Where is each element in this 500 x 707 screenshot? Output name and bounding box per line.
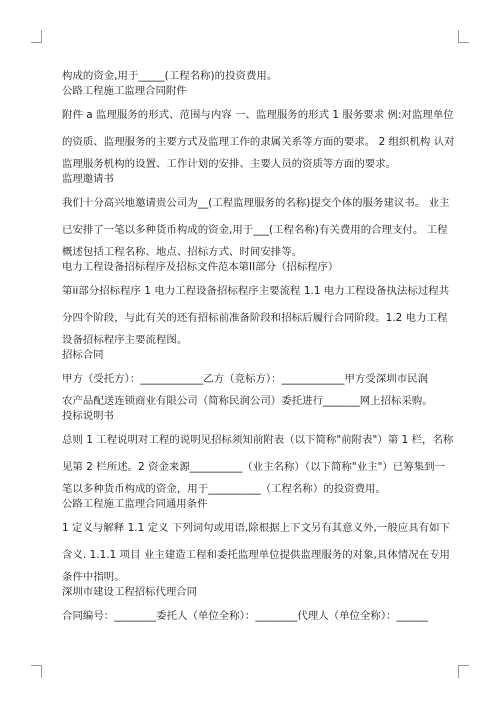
section-agency-contract: [62, 585, 446, 630]
body-line: 笔以多种货币构成的资金，用于__________（工程名称）的投资费用。: [62, 483, 386, 495]
crop-mark-bottom-left: [31, 665, 42, 678]
crop-mark-top-left: [31, 30, 42, 43]
body-line: 附件 a 监理服务的形式、范围与内容 一、监理服务的形式 1 服务要求 例:对监理单位: [62, 109, 454, 121]
body-line: 条件中指明。: [62, 571, 125, 583]
body-line: 合同编号：________委托人（单位全称）：________代理人（单位全称）：______: [62, 610, 429, 622]
section-heading: 监理邀请书: [62, 173, 114, 185]
body-line: 分四个阶段，与此有关的还有招标前准备阶段和招标后履行合同阶段。1.2 电力工程: [62, 312, 448, 324]
body-line: 含义. 1.1.1 项目 业主建造工程和委托监理单位提供监理服务的对象,具体情况在专用: [62, 549, 450, 561]
body-line: 总则 1 工程说明对工程的说明见招标须知前附表（以下简称"前附表"）第 1 栏，名称: [62, 434, 454, 446]
body-line: 监理服务机构的设置、工作计划的安排、主要人员的资质等方面的要求。: [62, 158, 397, 170]
crop-mark-top-right: [458, 30, 469, 43]
section-heading: 公路工程施工监理合同附件: [62, 85, 187, 97]
body-line: 1 定义与解释 1.1 定义 下列词句或用语,除根据上下文另有其意义外,一般应具有如下: [62, 522, 450, 534]
section-general-conditions: [62, 497, 450, 585]
body-line: 设备招标程序主要流程图。: [62, 334, 188, 346]
body-line: 甲方（受托方）：____________乙方（竞标方）：____________甲方受深圳市民润: [62, 373, 429, 385]
document-body: [62, 68, 455, 630]
section-bid-instructions: [62, 409, 454, 497]
body-line: 见第 2 栏所述。2 资金来源__________（业主名称）（以下简称"业主"）已筹集到一: [62, 461, 446, 473]
section-tender-contract: [62, 348, 446, 409]
section-tender-procedure: [62, 260, 450, 348]
body-line: 的资质、监理服务的主要方式及监理工作的隶属关系等方面的要求。 2 组织机构 认对: [62, 136, 455, 148]
body-line: 农产品配送连锁商业有限公司（简称民润公司）委托进行_______网上招标采购。: [62, 395, 433, 407]
section-heading: 公路工程施工监理合同通用条件: [62, 498, 208, 510]
crop-mark-bottom-right: [458, 665, 469, 678]
body-line: 第ii部分招标程序 1 电力工程设备招标程序主要流程 1.1 电力工程设备执法标过程共: [62, 285, 450, 297]
section-heading: 电力工程设备招标程序及招标文件范本第II部分（招标程序）: [62, 261, 339, 273]
section-heading: 招标合同: [62, 349, 104, 361]
section-heading: 深圳市建设工程招标代理合同: [62, 586, 198, 598]
section-invitation: [62, 172, 450, 260]
section-supervision-annex: [62, 84, 455, 172]
body-line: 构成的资金,用于_____(工程名称)的投资费用。: [62, 70, 278, 82]
body-line: 概述包括工程名称、地点、招标方式、时间安排等。: [62, 246, 303, 258]
body-line: 已安排了一笔以多种货币构成的资金,用于___(工程名称)有关费用的合理支付。 工程: [62, 224, 448, 236]
section-heading: 投标说明书: [62, 410, 114, 422]
body-line: 我们十分高兴地邀请贵公司为__(工程监理服务的名称)提交个体的服务建议书。 业主: [62, 197, 450, 209]
section-intro: [62, 68, 446, 84]
